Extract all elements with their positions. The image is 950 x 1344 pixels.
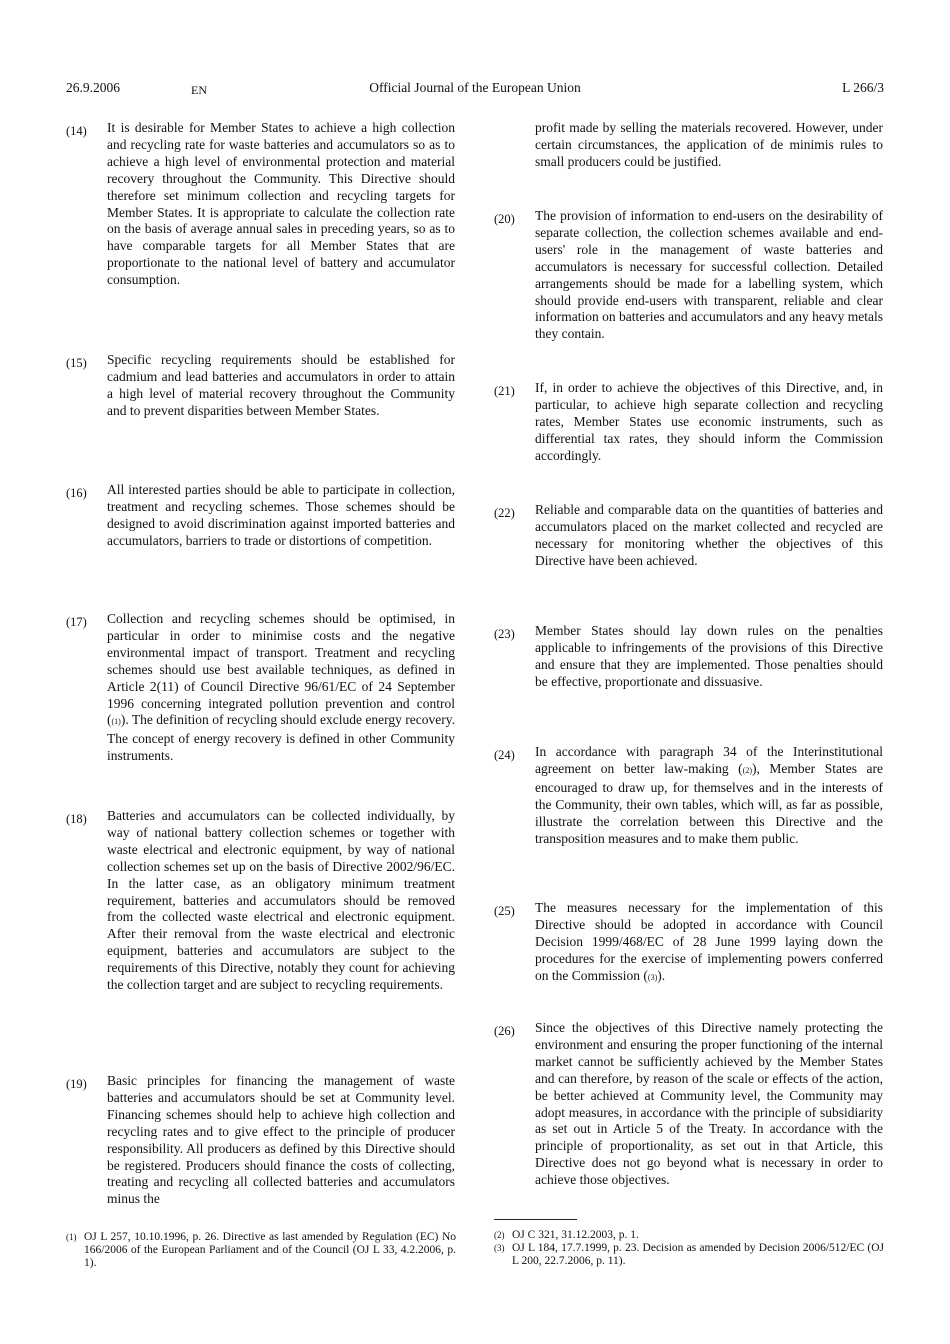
recital-text: All interested parties should be able to participate in collection, treatment and recycling schemes. Those schemes should be designed to avoid discrimination against imported batteries and accumulators, barriers to trade or distortions of competition. — [107, 482, 455, 548]
footnote-1 — [66, 1231, 456, 1271]
recital-19-continuation: profit made by selling the materials recovered. However, under certain circumstances, the application of de minimis rules to small producers could be justified. — [535, 120, 883, 169]
recital-24 — [494, 744, 884, 847]
footnote-ref-number: 3 — [650, 972, 655, 982]
recital-number: (21) — [494, 384, 515, 398]
recital-15 — [66, 352, 456, 420]
recital-text-part: ). — [657, 967, 666, 983]
recital-number: (18) — [66, 812, 87, 826]
recital-text: Specific recycling requirements should be established for cadmium and lead batteries and accumulators in order to attain a high level of material recovery throughout the Community and to prevent disparities between Member States. — [107, 352, 455, 418]
footnote-text: OJ C 321, 31.12.2003, p. 1. — [512, 1229, 639, 1241]
recital-text — [107, 611, 455, 765]
recital-text — [535, 900, 883, 987]
footnote-2 — [494, 1229, 884, 1242]
recital-text-part: ), Member States are encouraged to draw up, for themselves and in the interests of the Community, their own tables, which will, as far as possible, illustrate the correlation between this Directive and the transposition measures and to make them public. — [535, 760, 883, 846]
recital-number: (22) — [494, 506, 515, 520]
recital-number: (20) — [494, 212, 515, 226]
footnote-text: OJ L 257, 10.10.1996, p. 26. Directive as last amended by Regulation (EC) No 166/2006 of the European Parliament and of the Council (OJ L 33, 4.2.2006, p. 1). — [84, 1231, 456, 1270]
recital-text-part: ). The definition of recycling should exclude energy recovery. The concept of energy recovery is defined in other Community instruments. — [107, 712, 455, 764]
recital-23 — [494, 623, 884, 691]
recital-22 — [494, 502, 884, 570]
footnote-3 — [494, 1242, 884, 1268]
recital-text: Since the objectives of this Directive namely protecting the environment and ensuring the proper functioning of the internal market cannot be sufficiently achieved by the Member States and can therefore, by reason of the scale or effects of the action, be better achieved at Community level, the Community may adopt measures, in accordance with the principle of subsidiarity as set out in Article 5 of the Treaty. In accordance with the principle of proportionality, as set out in that Article, this Directive does not go beyond what is necessary in order to achieve those objectives. — [535, 1020, 883, 1188]
recital-19 — [66, 1073, 456, 1208]
recital-text: If, in order to achieve the objectives of this Directive, and, in particular, to achieve high separate collection and recycling rates, Member States use economic instruments, such as differential tax rates, they should inform the Commission accordingly. — [535, 380, 883, 463]
recital-text-part: The measures necessary for the implementation of this Directive should be adopted in accordance with Council Decision 1999/468/EC of 28 June 1999 laying down the procedures for the exercise of implementing powers conferred on the Commission ( — [535, 900, 883, 983]
recital-21 — [494, 380, 884, 465]
recital-text: The provision of information to end-users on the desirability of separate collection, the collection schemes available and end-users' role in the management of waste batteries and accumulators is necessary for successful collection. Detailed arrangements should be made for a labelling system, which should provide end-users with transparent, reliable and clear information on batteries and accumulators and any heavy metals they contain. — [535, 208, 883, 342]
recital-number: (15) — [66, 356, 87, 370]
page-reference: L 266/3 — [842, 80, 884, 95]
recital-text: It is desirable for Member States to achieve a high collection and recycling rate for waste batteries and accumulators so as to achieve a high level of environmental protection and material recovery throughout the Community. This Directive should therefore set minimum collection and recycling targets for Member States. It is appropriate to calculate the collection rate on the basis of average annual sales in preceding years, so as to have comparable targets for all Member States that are proportionate to the national level of battery and accumulator consumption. — [107, 120, 455, 288]
footnote-ref-number: 1 — [114, 717, 119, 727]
recital-14 — [66, 120, 456, 289]
recital-number: (17) — [66, 615, 87, 629]
recital-number: (19) — [66, 1077, 87, 1091]
footnote-mark: (1) — [66, 1232, 77, 1242]
recital-20 — [494, 208, 884, 343]
footnote-ref-number: 2 — [745, 765, 750, 775]
recital-number: (14) — [66, 124, 87, 138]
footnotes-left — [66, 1231, 456, 1271]
language-code: EN — [191, 83, 207, 97]
recital-25 — [494, 900, 884, 987]
footnote-divider — [494, 1219, 577, 1220]
recital-17 — [66, 611, 456, 765]
footnote-text: OJ L 184, 17.7.1999, p. 23. Decision as amended by Decision 2006/512/EC (OJ L 200, 22.7.2006, p. 11). — [512, 1242, 884, 1268]
recital-text: Reliable and comparable data on the quantities of batteries and accumulators placed on the market collected and recycled are necessary for monitoring whether the objectives of this Directive have been achieved. — [535, 502, 883, 568]
page-header — [66, 80, 884, 100]
recital-text: Member States should lay down rules on the penalties applicable to infringements of the provisions of this Directive and ensure that they are implemented. Those penalties should be effective, proportionate and dissuasive. — [535, 623, 883, 689]
recital-text: Batteries and accumulators can be collected individually, by way of national battery collection schemes or together with waste electrical and electronic equipment, by way of national collection schemes set up on the basis of Directive 2002/96/EC. In the latter case, as an obligatory minimum treatment requirement, batteries and accumulators should be removed from the collected waste electrical and electronic equipment. After their removal from the waste electrical and electronic equipment, batteries and accumulators are subject to the requirements of this Directive, notably they count for achieving the collection target and are subject to recycling requirements. — [107, 808, 455, 993]
recital-text-part: Collection and recycling schemes should be optimised, in particular in order to minimise costs and the negative environmental impact of transport. Treatment and recycling schemes should use best available techniques, as defined in Article 2(11) of Council Directive 96/61/EC of 24 September 1996 concerning integrated pollution prevention and control ( — [107, 611, 455, 728]
recital-text — [535, 744, 883, 847]
recital-number: (16) — [66, 486, 87, 500]
recital-text-part: In accordance with paragraph 34 of the Interinstitutional agreement on better law-making ( — [535, 744, 883, 776]
recital-16 — [66, 482, 456, 550]
recital-number: (24) — [494, 748, 515, 762]
recital-number: (23) — [494, 627, 515, 641]
recital-26 — [494, 1020, 884, 1189]
recital-number: (25) — [494, 904, 515, 918]
journal-title: Official Journal of the European Union — [369, 80, 581, 95]
recital-18 — [66, 808, 456, 994]
footnote-ref[interactable]: (2) — [742, 765, 752, 775]
footnotes-right — [494, 1229, 884, 1269]
publication-date: 26.9.2006 — [66, 80, 120, 95]
recital-text: Basic principles for financing the management of waste batteries and accumulators should be set at Community level. Financing schemes should help to achieve high collection and recycling rates and to give effect to the principle of producer responsibility. All producers as defined by this Directive should be registered. Producers should finance the costs of collecting, treating and recycling all collected batteries and accumulators minus the — [107, 1073, 455, 1207]
recital-number: (26) — [494, 1024, 515, 1038]
footnote-ref[interactable]: (3) — [647, 972, 658, 982]
footnote-mark: (3) — [494, 1243, 505, 1254]
footnote-mark: (2) — [494, 1230, 505, 1240]
footnote-ref[interactable]: (1) — [111, 717, 121, 727]
